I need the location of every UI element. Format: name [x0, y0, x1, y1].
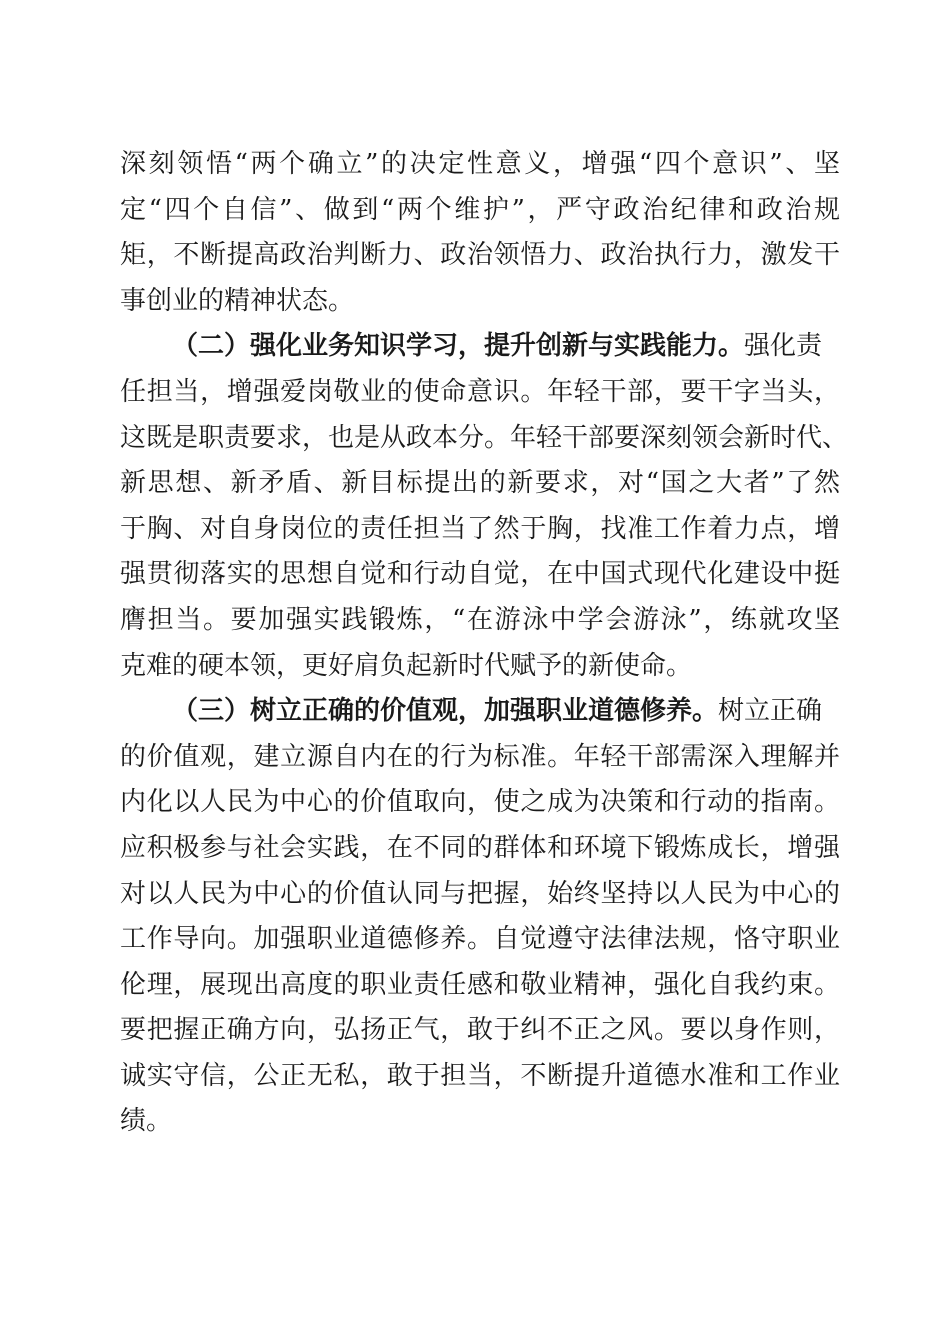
text-line: 这既是职责要求，也是从政本分。年轻干部要深刻领会新时代、: [120, 422, 849, 453]
text-run: 强化责: [744, 331, 823, 362]
text-line: 强贯彻落实的思想自觉和行动自觉，在中国式现代化建设中挺: [120, 559, 840, 590]
text-line: 深刻领悟“两个确立”的决定性意义，增强“四个意识”、坚: [120, 149, 840, 179]
text-line: 工作导向。加强职业道德修养。自觉遵守法律法规，恪守职业: [120, 924, 840, 955]
text-line-with-heading: [120, 689, 840, 735]
text-line: 膺担当。要加强实践锻炼，“在游泳中学会游泳”，练就攻坚: [120, 604, 840, 635]
text-line: 的价值观，建立源自内在的行为标准。年轻干部需深入理解并: [120, 741, 840, 772]
section-heading-3: （三）树立正确的价值观，加强职业道德修养。: [172, 696, 719, 727]
text-line: 克难的硬本领，更好肩负起新时代赋予的新使命。: [120, 650, 693, 681]
text-line: 对以人民为中心的价值认同与把握，始终坚持以人民为中心的: [120, 878, 840, 909]
text-line: 任担当，增强爱岗敬业的使命意识。年轻干部，要干字当头，: [120, 376, 840, 407]
text-line: 要把握正确方向，弘扬正气，敢于纠不正之风。要以身作则，: [120, 1015, 840, 1046]
text-run: 树立正确: [718, 696, 823, 727]
paragraph-1: [120, 142, 840, 324]
text-line: 事创业的精神状态。: [120, 285, 355, 316]
text-line: 矩，不断提高政治判断力、政治领悟力、政治执行力，激发干: [120, 240, 840, 271]
document-body: [120, 142, 849, 1145]
text-line: 定“四个自信”、做到“两个维护”，严守政治纪律和政治规: [120, 194, 840, 225]
section-heading-2: （二）强化业务知识学习，提升创新与实践能力。: [172, 331, 745, 362]
text-line: 伦理，展现出高度的职业责任感和敬业精神，强化自我约束。: [120, 969, 840, 1000]
text-line: 绩。: [120, 1106, 173, 1137]
paragraph-3: [120, 689, 840, 1145]
paragraph-2: [120, 324, 849, 689]
text-line: 诚实守信，公正无私，敢于担当，不断提升道德水准和工作业: [120, 1060, 840, 1091]
text-line: 内化以人民为中心的价值取向，使之成为决策和行动的指南。: [120, 787, 840, 818]
text-line: 于胸、对自身岗位的责任担当了然于胸，找准工作着力点，增: [120, 513, 840, 544]
text-line-with-heading: [120, 324, 840, 370]
text-line: 应积极参与社会实践，在不同的群体和环境下锻炼成长，增强: [120, 832, 840, 863]
text-line: 新思想、新矛盾、新目标提出的新要求，对“国之大者”了然: [120, 468, 840, 499]
